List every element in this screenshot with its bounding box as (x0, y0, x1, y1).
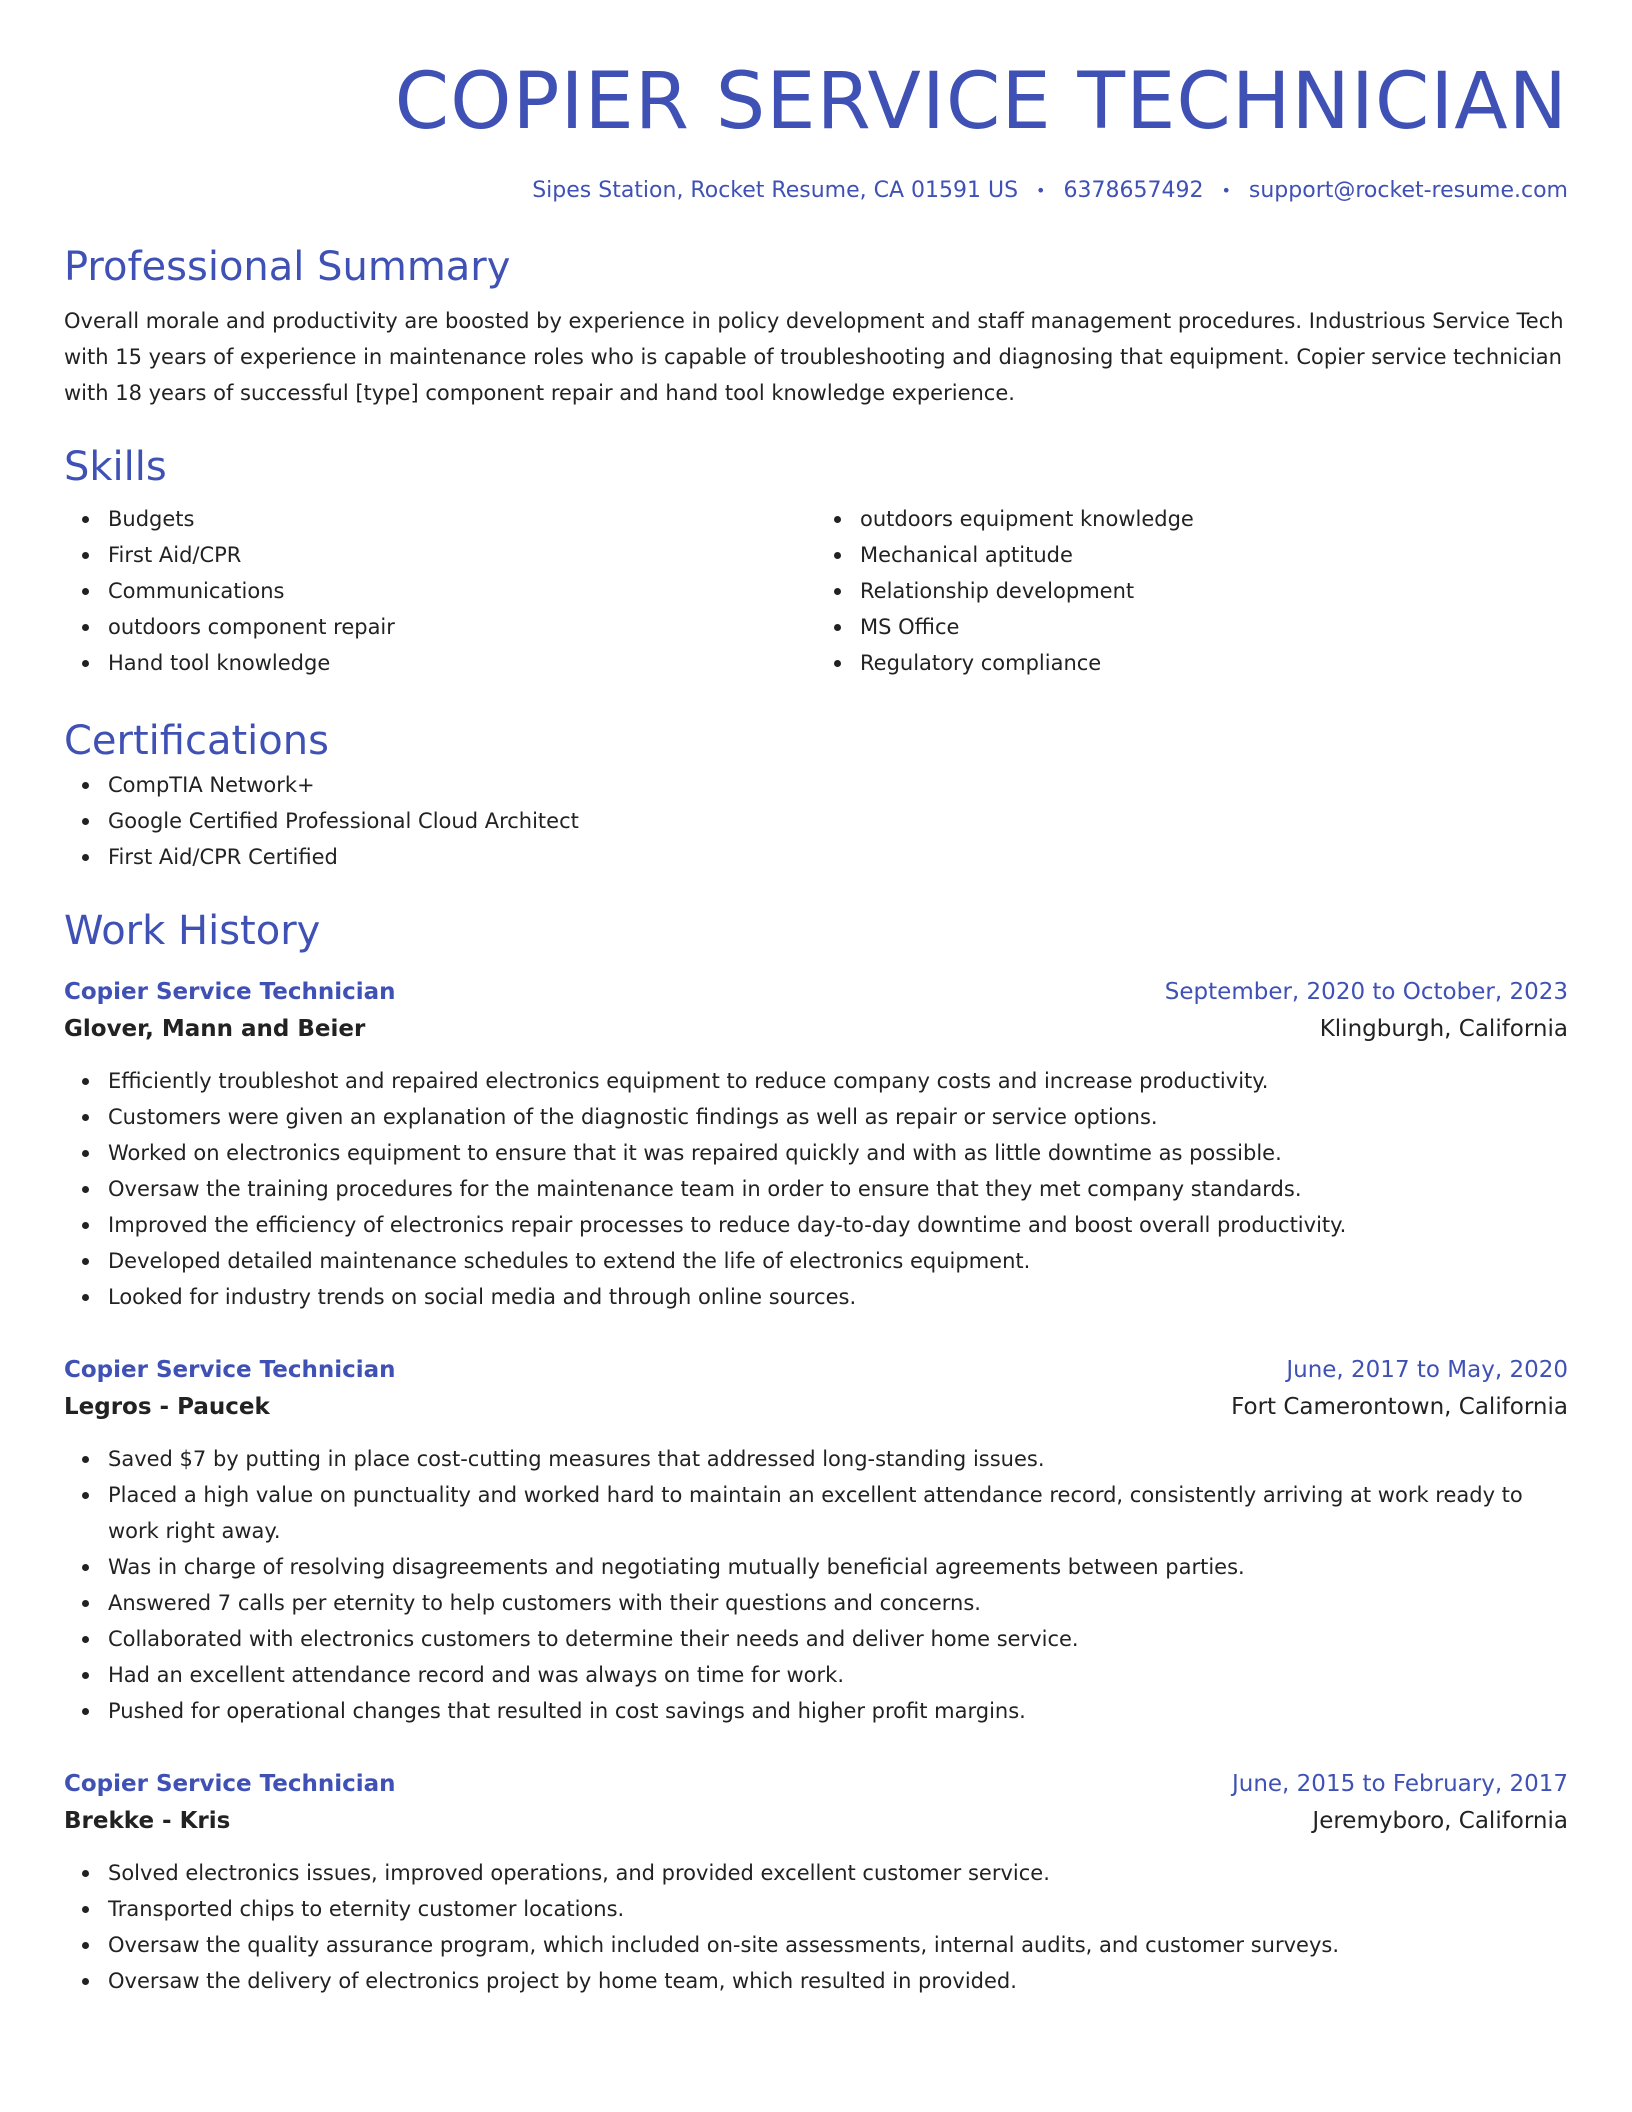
job-duty-item: Oversaw the training procedures for the maintenance team in order to ensure that they met company standards. (108, 1171, 1568, 1207)
job-title-heading: COPIER SERVICE TECHNICIAN (394, 57, 1568, 147)
job-duty-item: Was in charge of resolving disagreements and negotiating mutually beneficial agreements between parties. (108, 1549, 1568, 1585)
skills-list-left (64, 501, 816, 681)
job-duties-list (64, 1441, 1568, 1729)
job-company-row (64, 1801, 1568, 1841)
skill-item: Mechanical aptitude (860, 537, 1568, 573)
contact-line (64, 178, 1568, 203)
certifications-heading: Certifications (64, 718, 329, 764)
job-title-row (64, 1353, 1568, 1387)
contact-phone[interactable]: 6378657492 (1063, 178, 1204, 203)
job-company: Legros - Paucek (64, 1394, 270, 1420)
job-company-row (64, 1009, 1568, 1049)
job-title: Copier Service Technician (64, 1771, 396, 1797)
job-title-row (64, 975, 1568, 1009)
skill-item: Budgets (108, 501, 816, 537)
job-company: Brekke - Kris (64, 1808, 231, 1834)
skills-heading: Skills (64, 444, 167, 490)
job-duty-item: Oversaw the delivery of electronics project by home team, which resulted in provided. (108, 1963, 1568, 1999)
job-location: Klingburgh, California (1319, 1016, 1568, 1042)
job-duty-item: Collaborated with electronics customers to determine their needs and deliver home service. (108, 1621, 1568, 1657)
contact-separator: • (1036, 181, 1046, 200)
job-duty-item: Looked for industry trends on social media and through online sources. (108, 1279, 1568, 1315)
job-duty-item: Efficiently troubleshot and repaired electronics equipment to reduce company costs and increase productivity. (108, 1063, 1568, 1099)
job-duty-item: Oversaw the quality assurance program, which included on-site assessments, internal audits, and customer surveys. (108, 1927, 1568, 1963)
job-duty-item: Answered 7 calls per eternity to help customers with their questions and concerns. (108, 1585, 1568, 1621)
contact-email[interactable]: support@rocket-resume.com (1248, 178, 1568, 203)
skill-item: Regulatory compliance (860, 645, 1568, 681)
job-duty-item: Pushed for operational changes that resulted in cost savings and higher profit margins. (108, 1693, 1568, 1729)
job-entry (64, 1353, 1568, 1729)
contact-address: Sipes Station, Rocket Resume, CA 01591 US (532, 178, 1019, 203)
certifications-list (64, 767, 1568, 875)
skill-item: outdoors equipment knowledge (860, 501, 1568, 537)
job-duty-item: Worked on electronics equipment to ensure that it was repaired quickly and with as little downtime as possible. (108, 1135, 1568, 1171)
skills-list-right (816, 501, 1568, 681)
skill-item: Hand tool knowledge (108, 645, 816, 681)
contact-separator: • (1221, 181, 1231, 200)
job-duty-item: Saved $7 by putting in place cost-cutting measures that addressed long-standing issues. (108, 1441, 1568, 1477)
job-location: Fort Camerontown, California (1231, 1394, 1568, 1420)
job-title-row (64, 1767, 1568, 1801)
skill-item: MS Office (860, 609, 1568, 645)
job-entry (64, 975, 1568, 1315)
job-dates: June, 2017 to May, 2020 (1286, 1357, 1568, 1383)
job-duty-item: Improved the efficiency of electronics repair processes to reduce day-to-day downtime and boost overall productivity. (108, 1207, 1568, 1243)
skills-grid (64, 501, 1568, 681)
skill-item: Relationship development (860, 573, 1568, 609)
job-duties-list (64, 1855, 1568, 1999)
job-duty-item: Transported chips to eternity customer locations. (108, 1891, 1568, 1927)
job-company-row (64, 1387, 1568, 1427)
skill-item: Communications (108, 573, 816, 609)
work-history-heading: Work History (64, 908, 321, 954)
job-title: Copier Service Technician (64, 1357, 396, 1383)
summary-heading: Professional Summary (64, 244, 511, 290)
resume-header (64, 0, 1568, 203)
job-duty-item: Had an excellent attendance record and was always on time for work. (108, 1657, 1568, 1693)
skill-item: First Aid/CPR (108, 537, 816, 573)
certification-item: CompTIA Network+ (108, 767, 1568, 803)
summary-text: Overall morale and productivity are boosted by experience in policy development and staff management procedures. Industrious Service Tech with 15 years of experience in maintenance roles who is capable of troubleshooting and diagnosing that equipment. Copier service technician with 18 years of successful [type] component repair and hand tool knowledge experience. (64, 309, 1564, 405)
certification-item: Google Certified Professional Cloud Architect (108, 803, 1568, 839)
skill-item: outdoors component repair (108, 609, 816, 645)
job-duty-item: Customers were given an explanation of the diagnostic findings as well as repair or service options. (108, 1099, 1568, 1135)
job-company: Glover, Mann and Beier (64, 1016, 366, 1042)
job-duty-item: Placed a high value on punctuality and worked hard to maintain an excellent attendance record, consistently arriving at work ready to work right away. (108, 1477, 1568, 1549)
job-location: Jeremyboro, California (1312, 1808, 1568, 1834)
job-entry (64, 1767, 1568, 1999)
job-dates: September, 2020 to October, 2023 (1164, 979, 1568, 1005)
job-duties-list (64, 1063, 1568, 1315)
certification-item: First Aid/CPR Certified (108, 839, 1568, 875)
job-duty-item: Solved electronics issues, improved operations, and provided excellent customer service. (108, 1855, 1568, 1891)
job-title: Copier Service Technician (64, 979, 396, 1005)
job-dates: June, 2015 to February, 2017 (1231, 1771, 1568, 1797)
job-duty-item: Developed detailed maintenance schedules to extend the life of electronics equipment. (108, 1243, 1568, 1279)
